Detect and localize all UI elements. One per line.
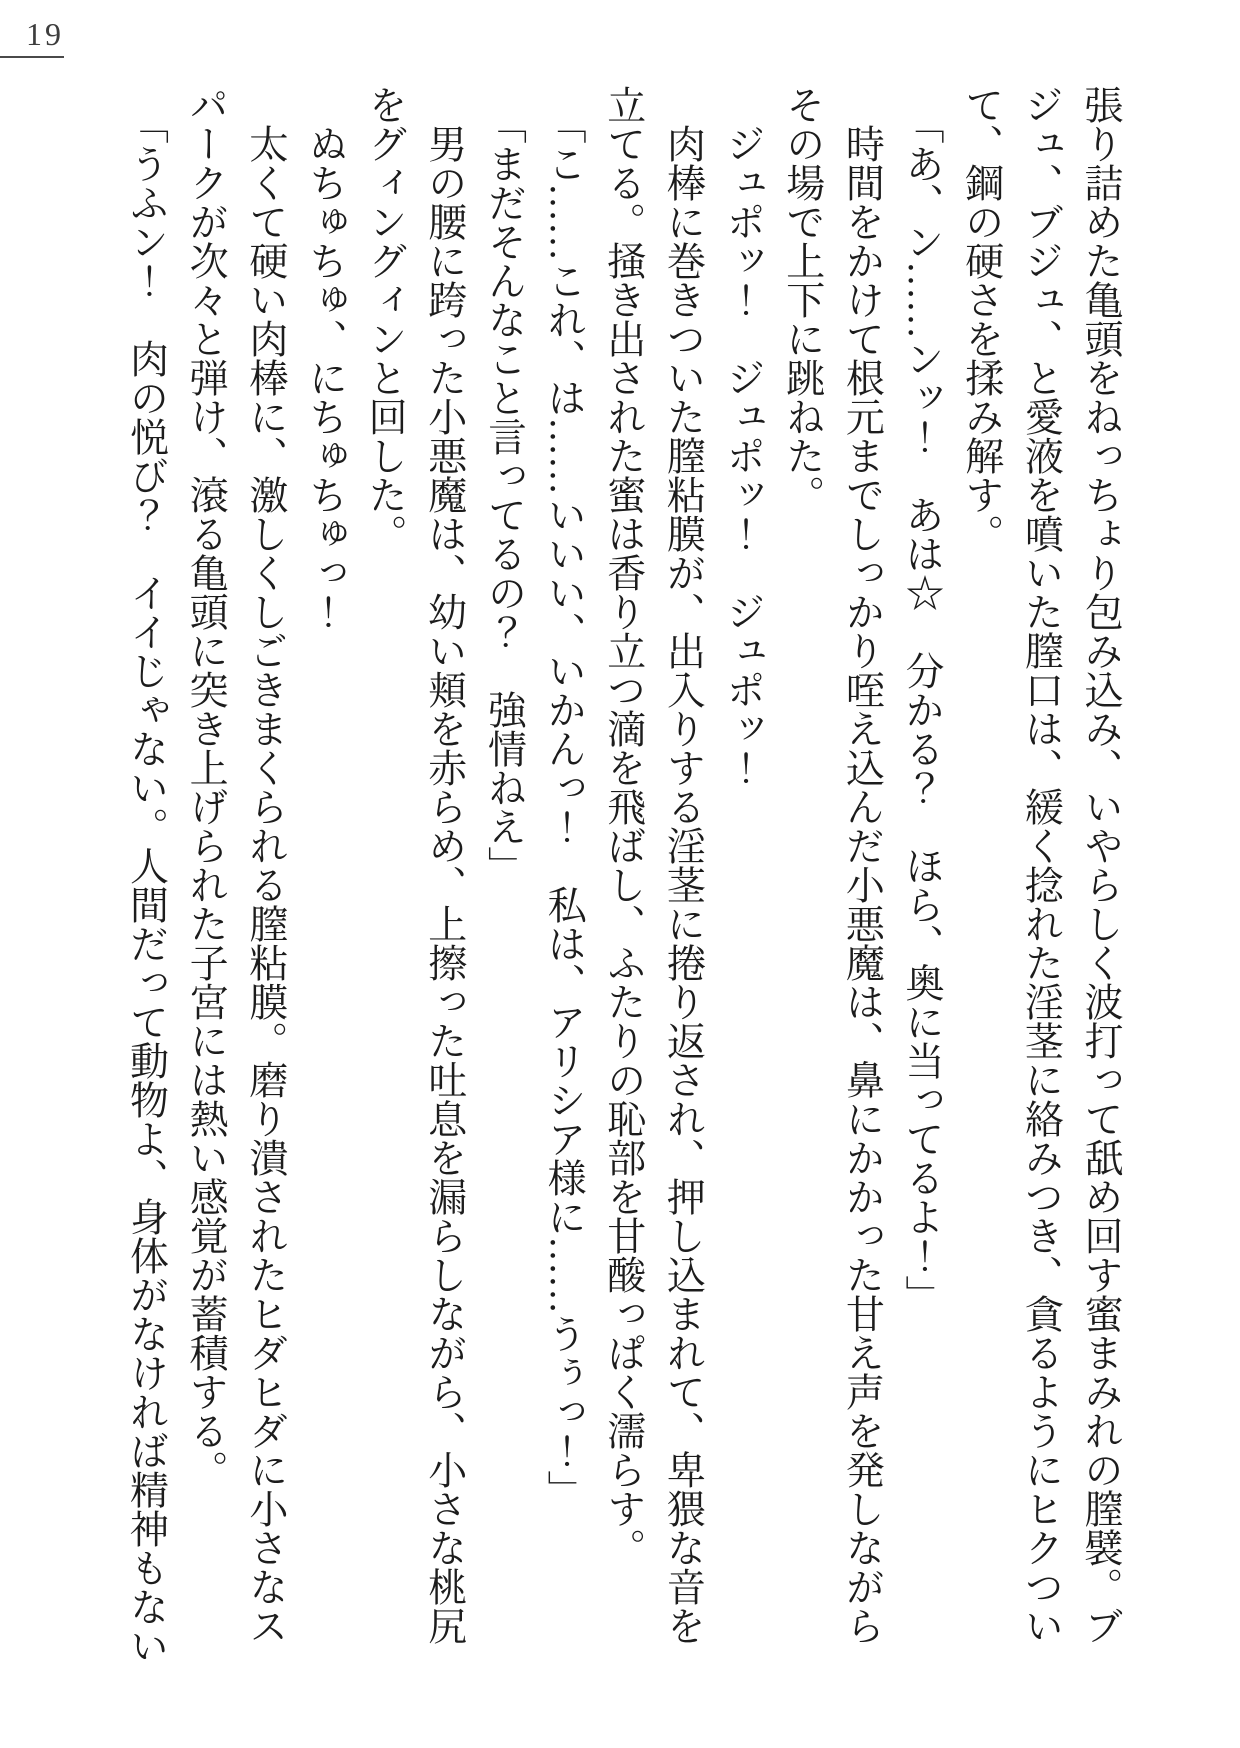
narration-paragraph: 張り詰めた亀頭をねっちょり包み込み、いやらしく波打って舐め回す蜜まみれの膣襞。ブジュ、ブジュ、と愛液を噴いた膣口は、緩く捻れた淫茎に絡みつき、貪るようにヒクついて、鋼の硬さを揉み解す。 [959, 85, 1122, 1645]
page-number-rule [0, 56, 64, 58]
narration-paragraph: 時間をかけて根元までしっかり咥え込んだ小悪魔は、鼻にかかった甘え声を発しながらその場で上下に跳ねた。 [780, 85, 884, 1645]
dialogue-paragraph: 「こ……これ、は……いいい、いかんっ！ 私は、アリシア様に……うぅっ！」 [542, 104, 586, 1509]
narration-paragraph: ぬちゅちゅ、にちゅちゅっ！ [303, 124, 347, 631]
page-number: 19 [26, 16, 64, 52]
text-block [116, 85, 1130, 1673]
narration-paragraph: 太くて硬い肉棒に、激しくしごきまくられる膣粘膜。磨り潰されたヒダヒダに小さなスパークが次々と弾け、滾る亀頭に突き上げられた子宮には熱い感覚が蓄積する。 [184, 85, 287, 1645]
narration-paragraph: 肉棒に巻きついた膣粘膜が、出入りする淫茎に捲り返され、押し込まれて、卑猥な音を立てる。掻き出された蜜は香り立つ滴を飛ばし、ふたりの恥部を甘酸っぱく濡らす。 [601, 85, 705, 1645]
narration-paragraph: 男の腰に跨った小悪魔は、幼い頬を赤らめ、上擦った吐息を漏らしながら、小さな桃尻をグィングィンと回した。 [363, 85, 466, 1645]
dialogue-paragraph: 「まだそんなこと言ってるの？ 強情ねえ」 [482, 104, 526, 885]
dialogue-paragraph: 「あ、ン……ンッ！ あは☆ 分かる？ ほら、奥に当ってるよ！」 [900, 104, 944, 1314]
narration-paragraph: ジュポッ！ ジュポッ！ ジュポッ！ [721, 124, 765, 787]
dialogue-paragraph: 「うふン！ 肉の悦び？ イイじゃない。人間だって動物よ、身体がなければ精神もない [124, 104, 168, 1665]
